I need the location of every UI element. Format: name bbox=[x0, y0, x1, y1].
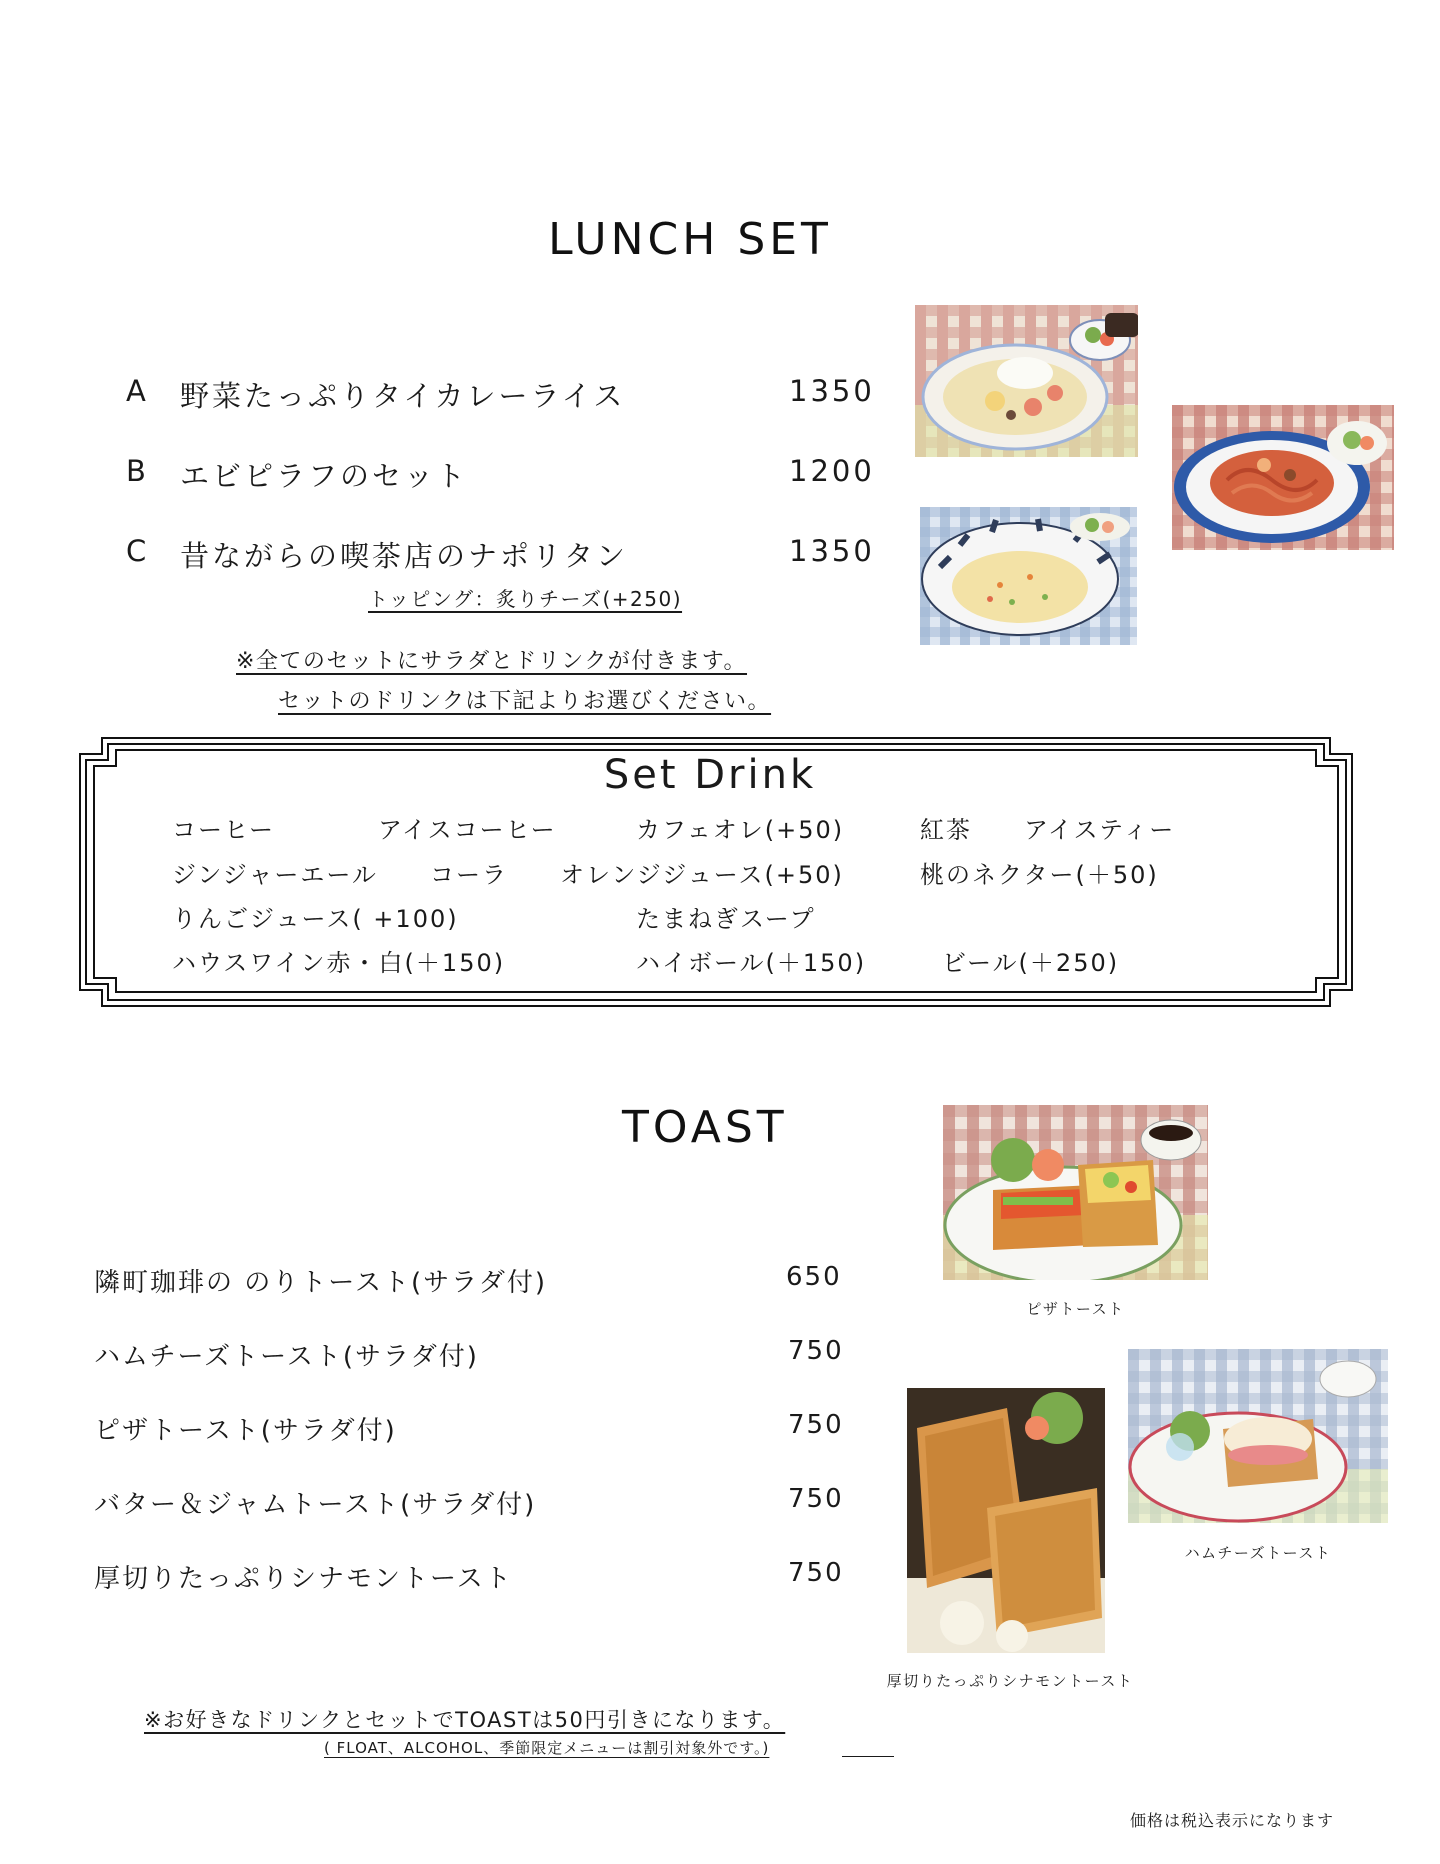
pilaf-photo bbox=[920, 507, 1137, 645]
toast-item-price: 650 bbox=[786, 1262, 842, 1292]
lunch-item-name: 野菜たっぷりタイカレーライス bbox=[180, 379, 626, 413]
set-note-choose-drink: セットのドリンクは下記よりお選びください。 bbox=[278, 689, 772, 714]
lunch-item-name: エビピラフのセット bbox=[180, 459, 469, 493]
lunch-item-price: 1350 bbox=[789, 374, 875, 408]
set-note-salad-drink: ※全てのセットにサラダとドリンクが付きます。 bbox=[236, 649, 748, 674]
drink-cola: コーラ bbox=[430, 861, 508, 889]
drink-beer: ビール(＋250) bbox=[942, 949, 1120, 977]
pizza-toast-caption: ピザトースト bbox=[1026, 1300, 1125, 1318]
drink-iced-tea: アイスティー bbox=[1024, 816, 1176, 844]
toast-item-price: 750 bbox=[788, 1336, 844, 1366]
toast-item-name: 厚切りたっぷりシナモントースト bbox=[94, 1564, 513, 1594]
lunch-item-b bbox=[126, 454, 886, 498]
drink-house-wine: ハウスワイン赤・白(＋150) bbox=[172, 949, 506, 977]
exclusion-underline-extension bbox=[842, 1756, 894, 1757]
lunch-item-letter: B bbox=[126, 454, 149, 488]
drink-highball: ハイボール(＋150) bbox=[636, 949, 867, 977]
lunch-item-name: 昔ながらの喫茶店のナポリタン bbox=[180, 539, 629, 573]
lunch-item-letter: C bbox=[126, 534, 150, 568]
drink-black-tea: 紅茶 bbox=[920, 816, 972, 844]
set-drink-title: Set Drink bbox=[603, 752, 817, 798]
toast-title: TOAST bbox=[622, 1102, 788, 1153]
drink-onion-soup: たまねぎスープ bbox=[636, 905, 816, 933]
lunch-item-price: 1350 bbox=[789, 534, 875, 568]
toast-item-name: 隣町珈琲の のりトースト(サラダ付) bbox=[94, 1268, 547, 1298]
napolitan-photo bbox=[1172, 405, 1394, 550]
toast-discount-note: ※お好きなドリンクとセットでTOASTは50円引きになります。 bbox=[144, 1708, 786, 1732]
toast-item-price: 750 bbox=[788, 1410, 844, 1440]
lunch-item-price: 1200 bbox=[789, 454, 875, 488]
toast-item-name: ピザトースト(サラダ付) bbox=[94, 1416, 397, 1446]
curry-photo bbox=[915, 305, 1138, 457]
lunch-item-a bbox=[126, 374, 886, 418]
drink-coffee: コーヒー bbox=[172, 816, 276, 844]
toast-item-name: バター＆ジャムトースト(サラダ付) bbox=[94, 1490, 537, 1520]
drink-peach-nectar: 桃のネクター(＋50) bbox=[920, 861, 1159, 889]
ham-cheese-toast-caption: ハムチーズトースト bbox=[1184, 1544, 1332, 1562]
topping-note: トッピング：炙りチーズ(+250) bbox=[368, 587, 683, 611]
tax-included-note: 価格は税込表示になります bbox=[1130, 1811, 1335, 1830]
cinnamon-toast-caption: 厚切りたっぷりシナモントースト bbox=[886, 1672, 1134, 1690]
toast-item-name: ハムチーズトースト(サラダ付) bbox=[94, 1342, 479, 1372]
toast-discount-exclusion: ( FLOAT、ALCOHOL、季節限定メニューは割引対象外です。) bbox=[324, 1739, 770, 1757]
lunch-item-c bbox=[126, 534, 886, 578]
drink-cafe-au-lait: カフェオレ(+50) bbox=[636, 816, 845, 844]
cinnamon-toast-photo bbox=[907, 1388, 1105, 1653]
drink-orange-juice: オレンジジュース(+50) bbox=[560, 861, 844, 889]
toast-item-price: 750 bbox=[788, 1484, 844, 1514]
drink-apple-juice: りんごジュース( +100) bbox=[172, 905, 459, 933]
ham-cheese-toast-photo bbox=[1128, 1349, 1388, 1523]
drink-iced-coffee: アイスコーヒー bbox=[378, 816, 557, 844]
toast-item-price: 750 bbox=[788, 1558, 844, 1588]
lunch-item-letter: A bbox=[126, 374, 149, 408]
lunch-set-title: LUNCH SET bbox=[548, 214, 832, 265]
drink-ginger-ale: ジンジャーエール bbox=[172, 861, 378, 889]
pizza-toast-photo bbox=[943, 1105, 1208, 1280]
